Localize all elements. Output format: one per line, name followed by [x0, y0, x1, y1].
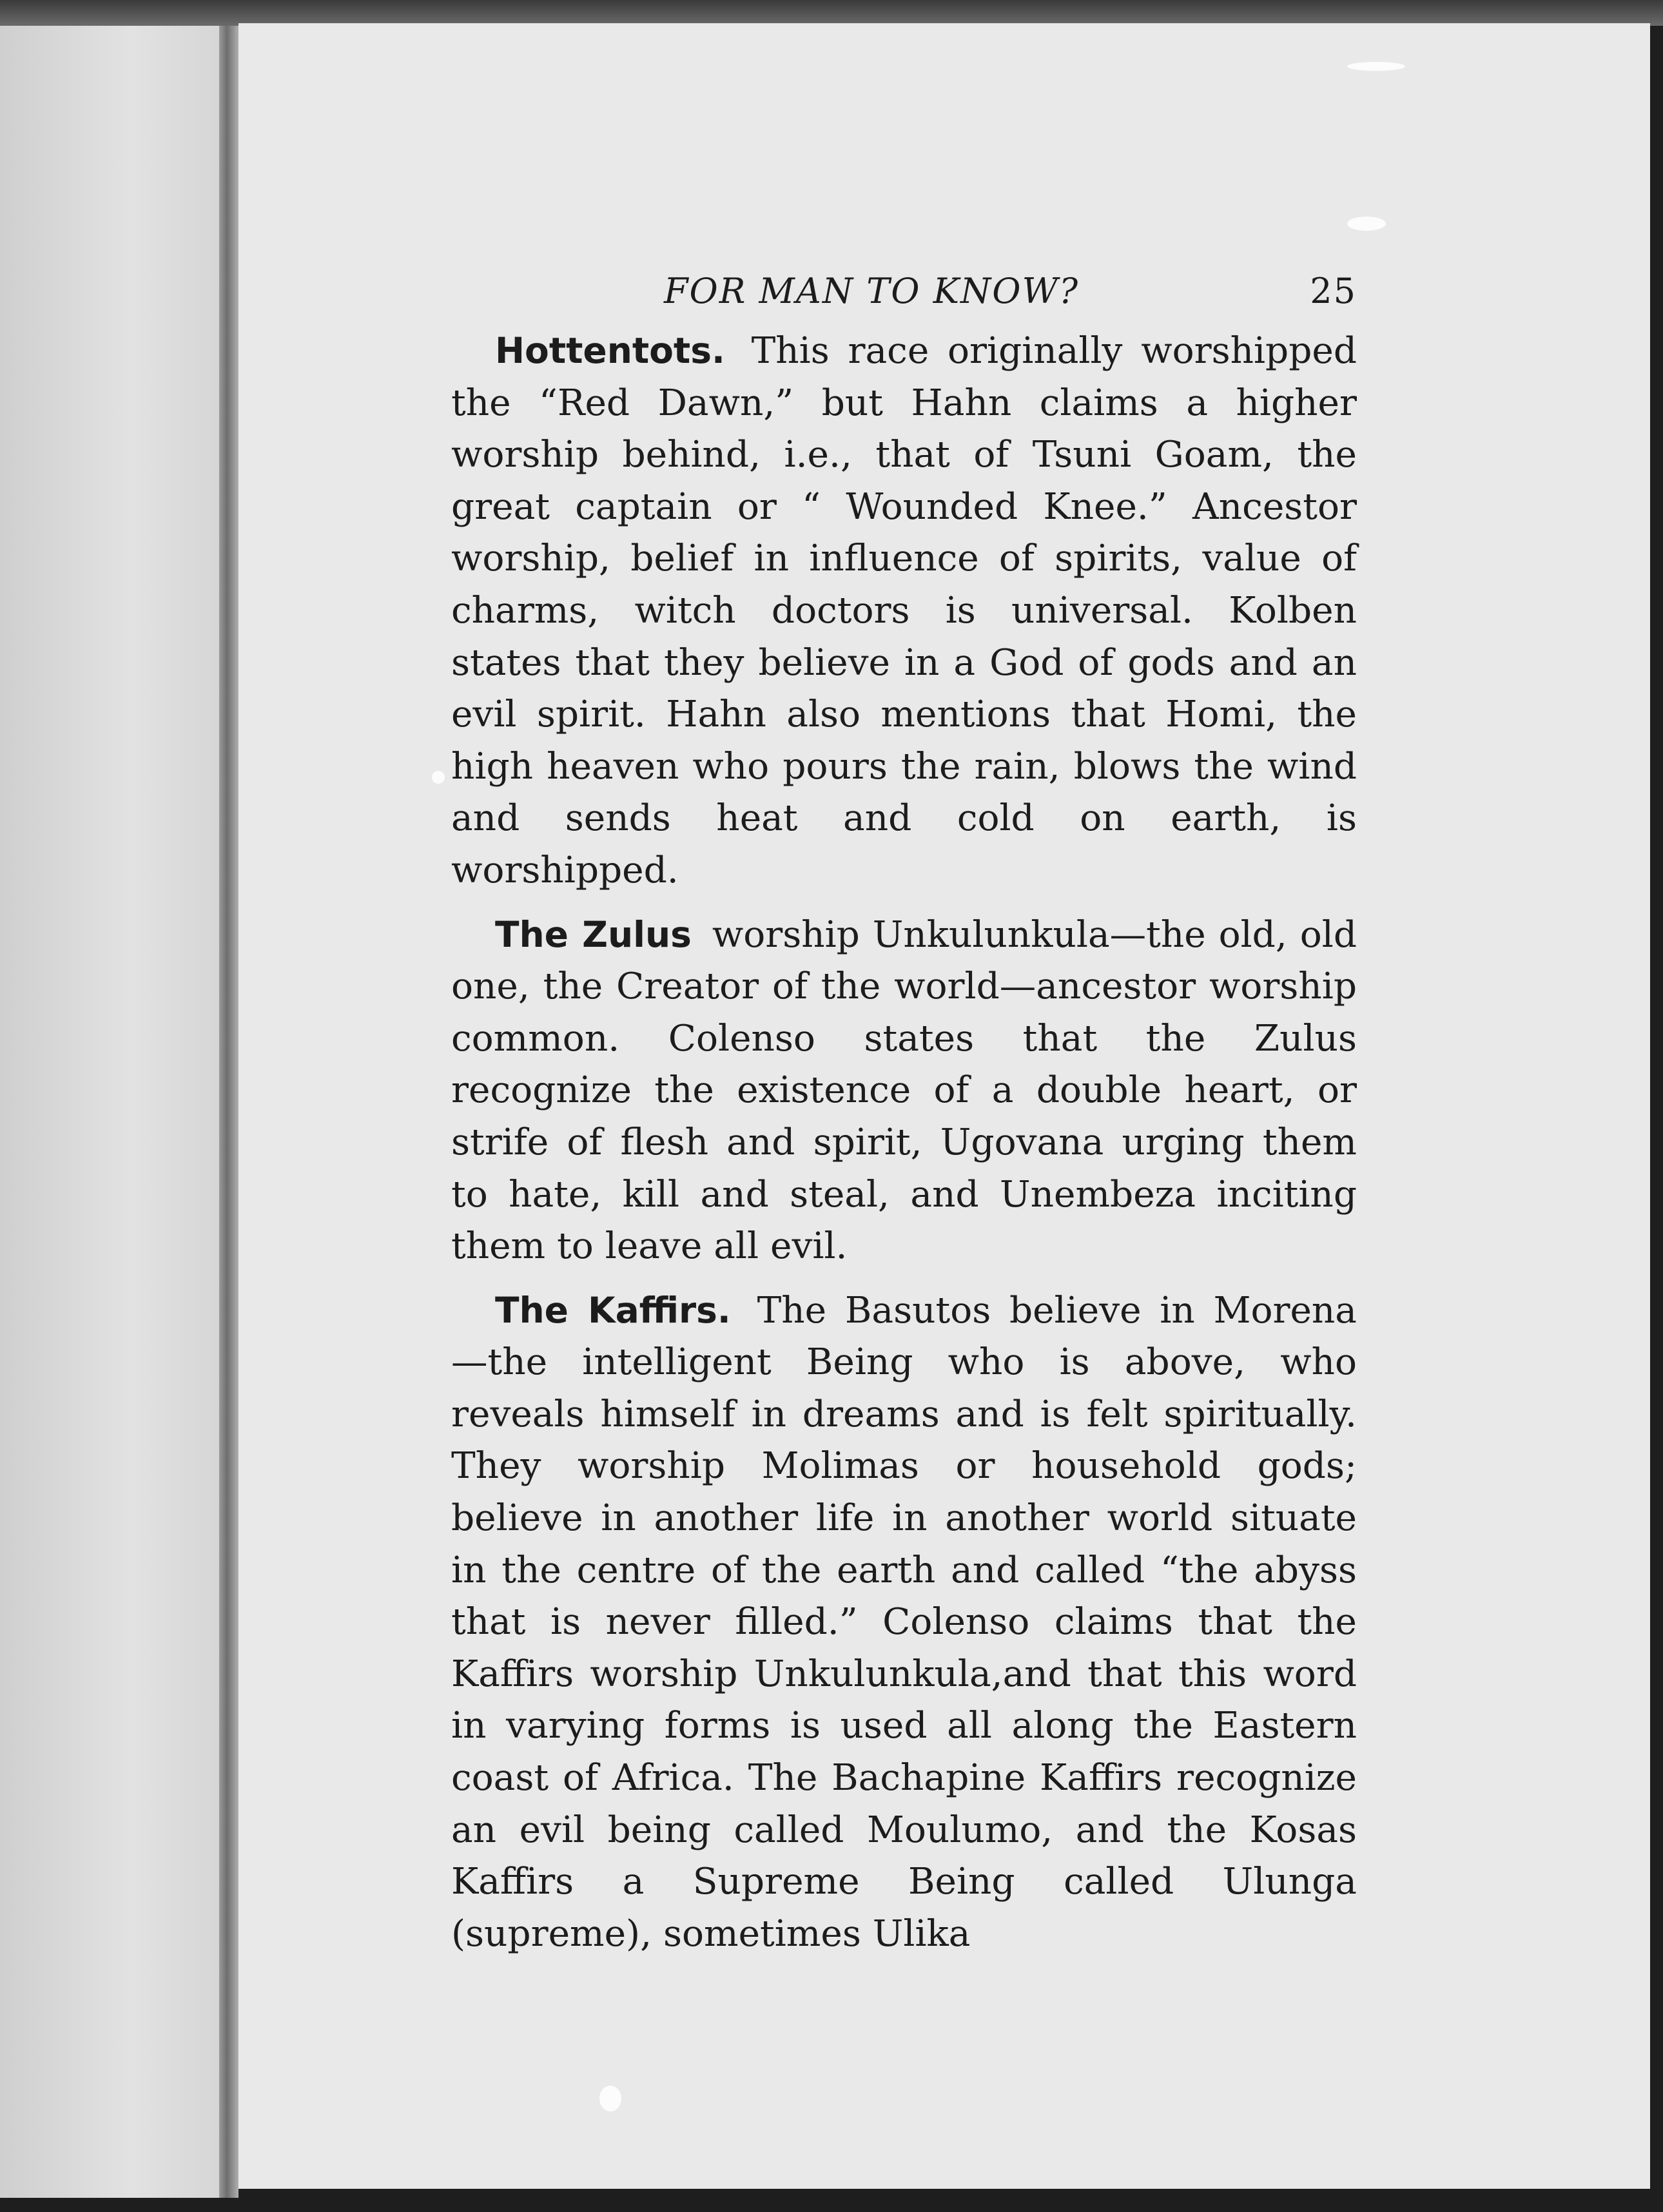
book-gutter — [219, 26, 238, 2198]
paragraph-heading: Hottentots. — [495, 330, 725, 371]
dust-speck — [1347, 62, 1405, 71]
running-head — [451, 271, 1357, 325]
book-top-edge — [0, 0, 1663, 26]
paragraph-hottentots — [451, 325, 1357, 897]
paragraph-text: This race originally worshipped the “Red Dawn,” but Hahn claims a higher worship behind, i.e., that of Tsuni Goam, the great captain or “ Wounded Knee.” Ancestor worship, belief in influence of spirits, value of charms, witch doctors is universal. Kolben states that they believe in a God of gods and an evil spirit. Hahn also mentions that Homi, the high heaven who pours the rain, blows the wind and sends heat and cold on earth, is worshipped. — [451, 330, 1357, 891]
paragraph-heading: The Kaffirs. — [495, 1289, 731, 1331]
paragraph-text: The Basutos believe in Morena —the intelligent Being who is above, who reveals himself in dreams and is felt spiritually. They worship Molimas or household gods; believe in another life in another world situate in the centre of the earth and called “the abyss that is never filled.” Colenso claims that the Kaffirs worship Unkulunkula,and that this word in varying forms is used all along the Eastern coast of Africa. The Bachapine Kaffirs recognize an evil being called Moulumo, and the Kosas Kaffirs a Supreme Being called Ulunga (supreme), sometimes Ulika — [451, 1289, 1357, 1955]
paragraph-kaffirs — [451, 1285, 1357, 1961]
paragraph-text: worship Unkulunkula—the old, old one, the Creator of the world—ancestor worship common. Colenso states that the Zulus recognize the existence of a double heart, or strife of flesh and spirit, Ugovana urging them to hate, kill and steal, and Unembeza inciting them to leave all evil. — [451, 913, 1357, 1268]
page-number: 25 — [1310, 271, 1357, 311]
paragraph-heading: The Zulus — [495, 913, 692, 955]
dust-speck — [599, 2086, 621, 2111]
dust-speck — [432, 771, 445, 784]
running-head-title: FOR MAN TO KNOW? — [664, 271, 1080, 311]
dust-speck — [1347, 217, 1386, 231]
paragraph-zulus — [451, 909, 1357, 1273]
left-page-edge — [0, 26, 219, 2198]
page-text-block — [451, 271, 1357, 1972]
